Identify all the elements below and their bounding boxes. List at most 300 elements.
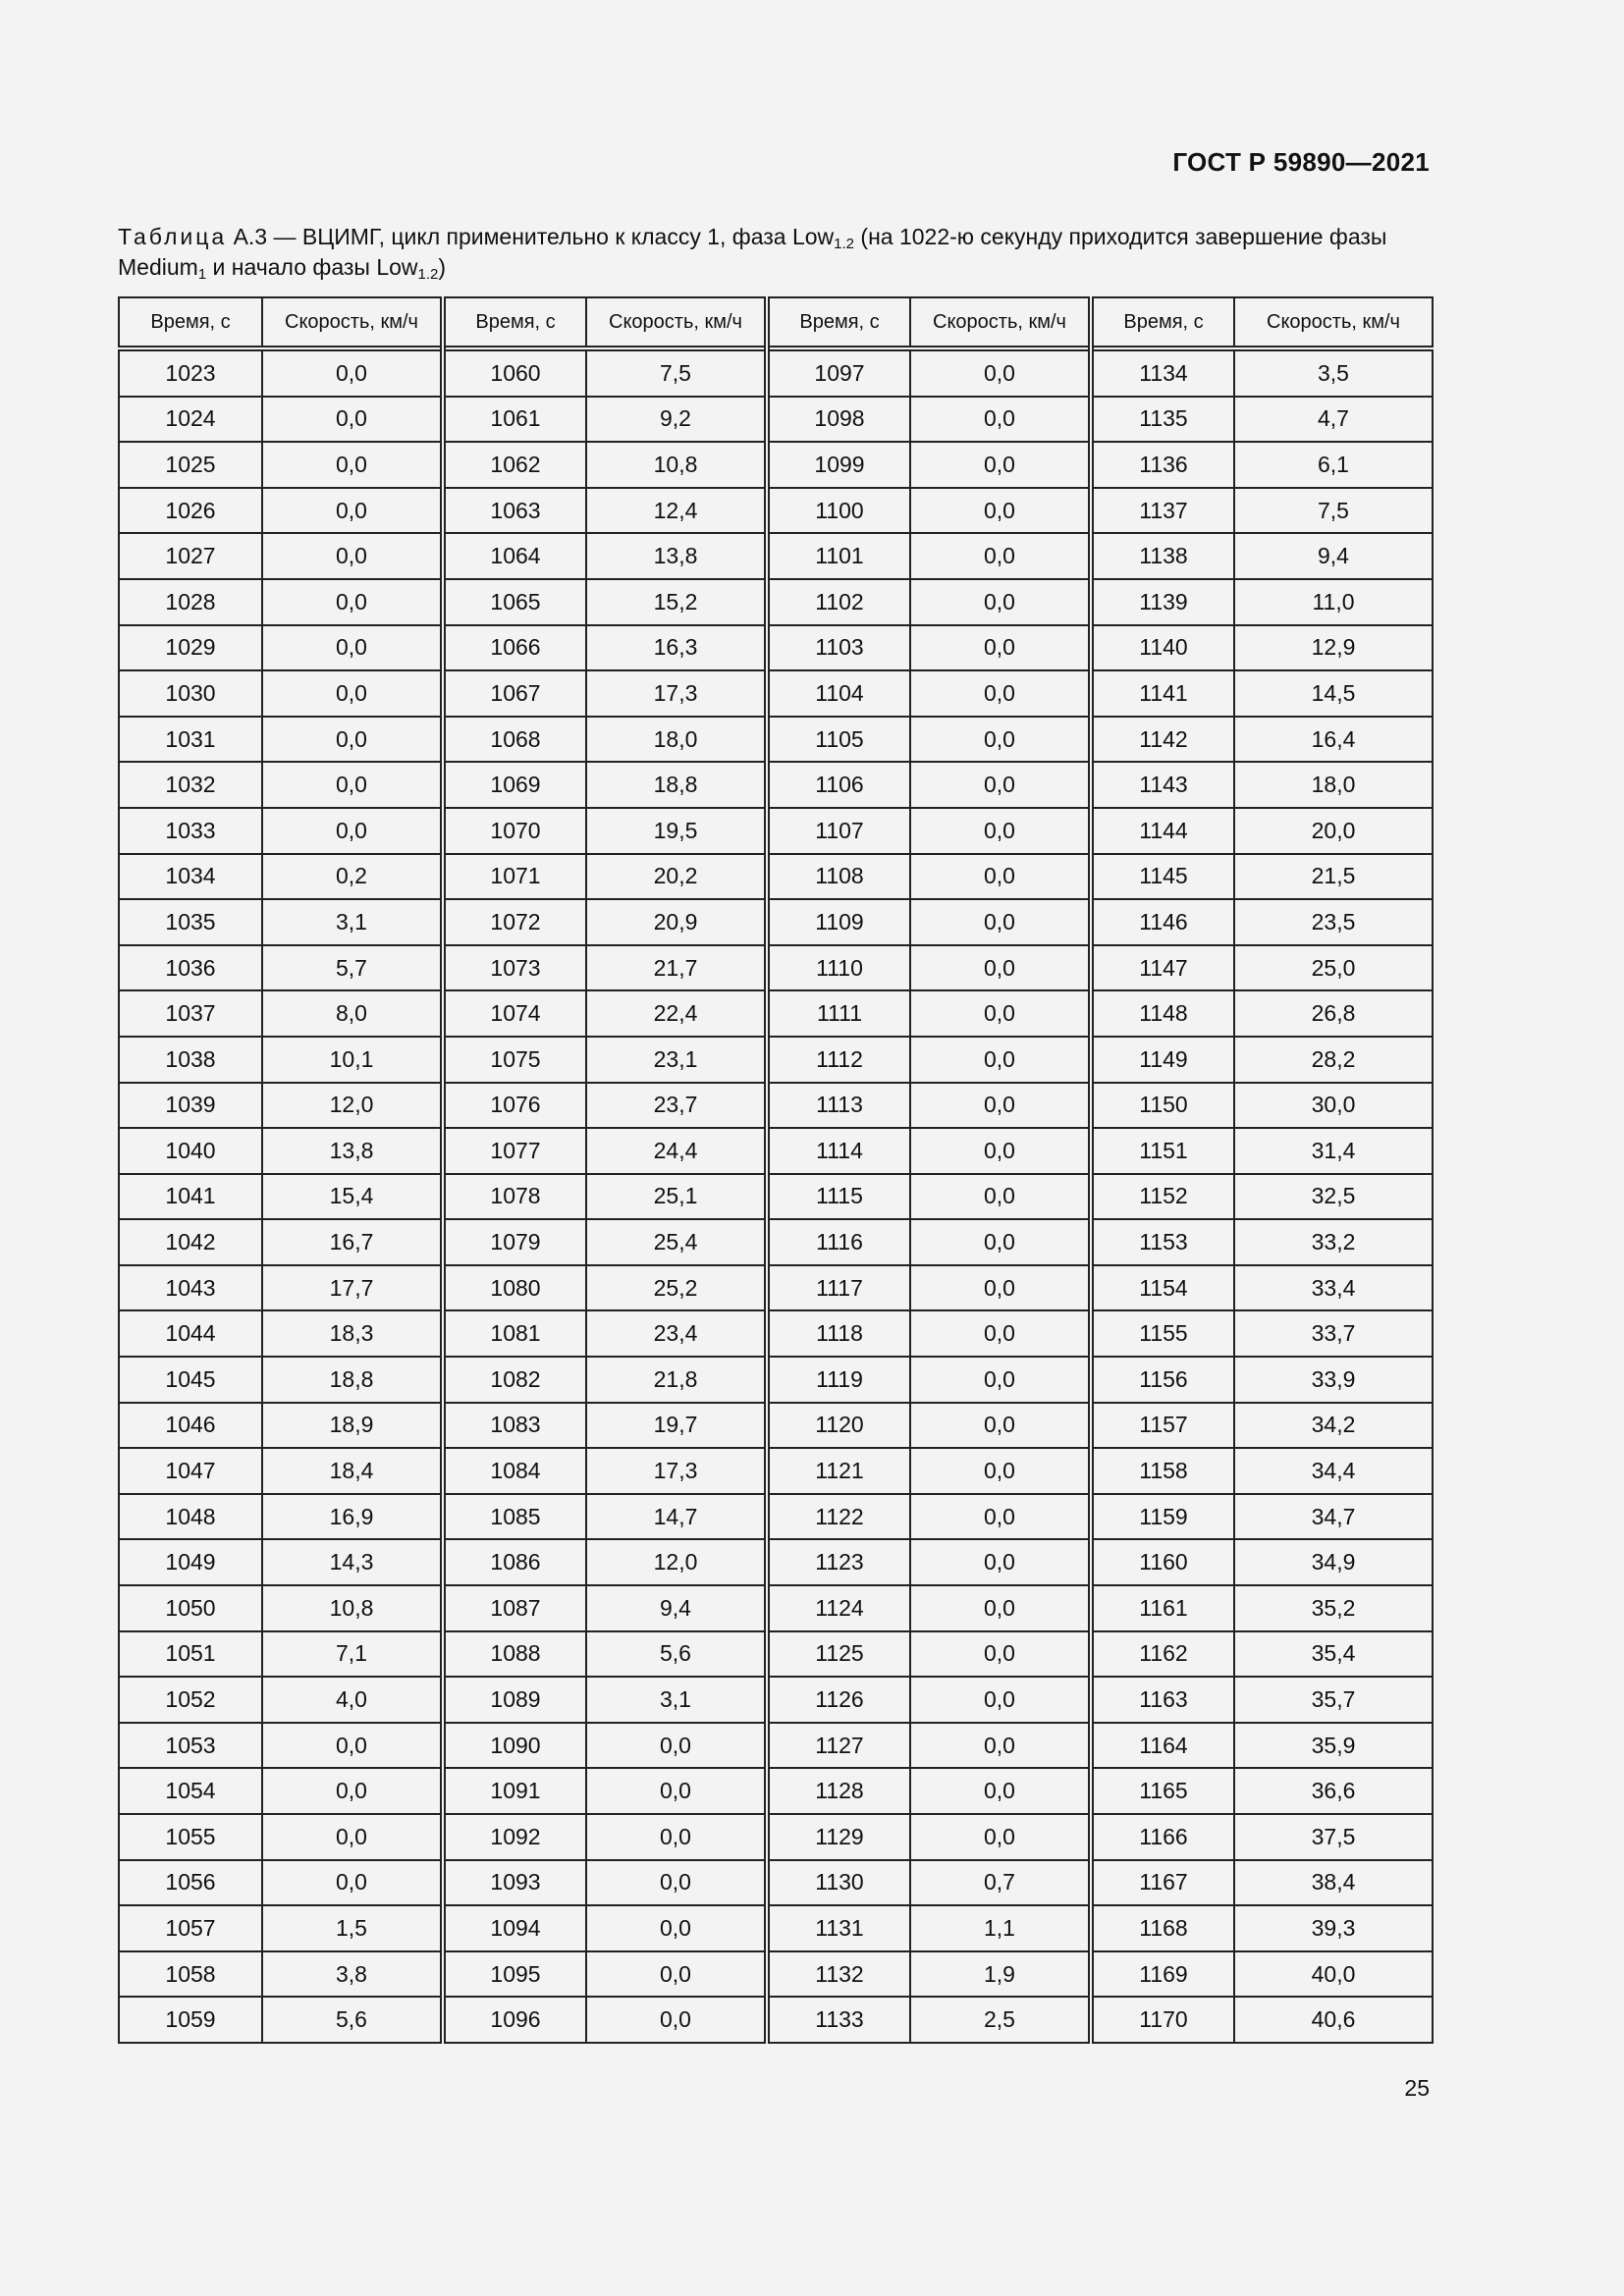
speed-cell: 0,0: [910, 1219, 1091, 1265]
speed-cell: 5,7: [262, 945, 443, 991]
speed-time-table: [118, 296, 1434, 2044]
speed-cell: 0,0: [910, 1310, 1091, 1357]
speed-cell: 22,4: [586, 990, 767, 1037]
table-row: [119, 1997, 1433, 2043]
time-cell: 1124: [767, 1585, 910, 1631]
caption-prefix: Таблица: [118, 224, 228, 249]
speed-cell: 0,0: [910, 1768, 1091, 1814]
speed-cell: 35,4: [1234, 1631, 1433, 1678]
time-cell: 1152: [1091, 1174, 1234, 1220]
caption-subscript-2: 1: [197, 266, 207, 283]
speed-cell: 5,6: [586, 1631, 767, 1678]
time-cell: 1119: [767, 1357, 910, 1403]
time-cell: 1112: [767, 1037, 910, 1083]
table-row: [119, 762, 1433, 808]
speed-cell: 0,7: [910, 1860, 1091, 1906]
time-cell: 1045: [119, 1357, 262, 1403]
time-cell: 1164: [1091, 1723, 1234, 1769]
time-cell: 1167: [1091, 1860, 1234, 1906]
speed-cell: 18,4: [262, 1448, 443, 1494]
speed-cell: 0,0: [910, 533, 1091, 579]
speed-cell: 23,7: [586, 1083, 767, 1129]
table-row: [119, 945, 1433, 991]
speed-cell: 1,5: [262, 1905, 443, 1951]
speed-cell: 0,0: [910, 1083, 1091, 1129]
speed-cell: 0,0: [262, 717, 443, 763]
speed-cell: 3,1: [262, 899, 443, 945]
table-row: [119, 397, 1433, 443]
time-cell: 1081: [443, 1310, 586, 1357]
header-speed: Скорость, км/ч: [910, 297, 1091, 348]
speed-cell: 23,4: [586, 1310, 767, 1357]
time-cell: 1155: [1091, 1310, 1234, 1357]
time-cell: 1169: [1091, 1951, 1234, 1998]
speed-cell: 38,4: [1234, 1860, 1433, 1906]
speed-cell: 18,0: [586, 717, 767, 763]
table-row: [119, 1357, 1433, 1403]
time-cell: 1070: [443, 808, 586, 854]
time-cell: 1068: [443, 717, 586, 763]
speed-cell: 0,0: [910, 808, 1091, 854]
speed-cell: 2,5: [910, 1997, 1091, 2043]
time-cell: 1034: [119, 854, 262, 900]
time-cell: 1102: [767, 579, 910, 625]
table-row: [119, 1905, 1433, 1951]
speed-cell: 16,7: [262, 1219, 443, 1265]
time-cell: 1023: [119, 348, 262, 397]
time-cell: 1033: [119, 808, 262, 854]
speed-cell: 0,0: [910, 854, 1091, 900]
time-cell: 1105: [767, 717, 910, 763]
speed-cell: 21,5: [1234, 854, 1433, 900]
header-speed: Скорость, км/ч: [1234, 297, 1433, 348]
speed-cell: 17,7: [262, 1265, 443, 1311]
speed-cell: 0,0: [262, 1768, 443, 1814]
time-cell: 1044: [119, 1310, 262, 1357]
time-cell: 1139: [1091, 579, 1234, 625]
table-row: [119, 1494, 1433, 1540]
header-time: Время, с: [767, 297, 910, 348]
time-cell: 1092: [443, 1814, 586, 1860]
time-cell: 1041: [119, 1174, 262, 1220]
speed-cell: 20,0: [1234, 808, 1433, 854]
speed-cell: 25,1: [586, 1174, 767, 1220]
speed-cell: 40,6: [1234, 1997, 1433, 2043]
time-cell: 1165: [1091, 1768, 1234, 1814]
table-row: [119, 990, 1433, 1037]
time-cell: 1082: [443, 1357, 586, 1403]
speed-cell: 0,0: [262, 625, 443, 671]
time-cell: 1168: [1091, 1905, 1234, 1951]
time-cell: 1064: [443, 533, 586, 579]
time-cell: 1090: [443, 1723, 586, 1769]
speed-cell: 0,0: [910, 1814, 1091, 1860]
table-row: [119, 1539, 1433, 1585]
speed-cell: 7,1: [262, 1631, 443, 1678]
time-cell: 1161: [1091, 1585, 1234, 1631]
speed-cell: 0,0: [262, 348, 443, 397]
speed-cell: 9,4: [586, 1585, 767, 1631]
table-caption: [118, 222, 1432, 283]
time-cell: 1060: [443, 348, 586, 397]
time-cell: 1057: [119, 1905, 262, 1951]
time-cell: 1056: [119, 1860, 262, 1906]
speed-cell: 17,3: [586, 670, 767, 717]
speed-cell: 0,0: [262, 533, 443, 579]
speed-cell: 0,0: [910, 945, 1091, 991]
time-cell: 1052: [119, 1677, 262, 1723]
time-cell: 1156: [1091, 1357, 1234, 1403]
speed-cell: 32,5: [1234, 1174, 1433, 1220]
time-cell: 1079: [443, 1219, 586, 1265]
speed-cell: 34,9: [1234, 1539, 1433, 1585]
time-cell: 1133: [767, 1997, 910, 2043]
table-row: [119, 717, 1433, 763]
time-cell: 1066: [443, 625, 586, 671]
speed-cell: 26,8: [1234, 990, 1433, 1037]
speed-cell: 0,0: [910, 1037, 1091, 1083]
speed-cell: 0,0: [586, 1997, 767, 2043]
time-cell: 1040: [119, 1128, 262, 1174]
speed-cell: 9,2: [586, 397, 767, 443]
time-cell: 1062: [443, 442, 586, 488]
caption-text-4: ): [438, 254, 447, 280]
time-cell: 1106: [767, 762, 910, 808]
time-cell: 1132: [767, 1951, 910, 1998]
speed-cell: 0,0: [910, 348, 1091, 397]
time-cell: 1115: [767, 1174, 910, 1220]
header-time: Время, с: [443, 297, 586, 348]
header-time: Время, с: [119, 297, 262, 348]
time-cell: 1048: [119, 1494, 262, 1540]
time-cell: 1024: [119, 397, 262, 443]
speed-cell: 3,8: [262, 1951, 443, 1998]
speed-cell: 21,7: [586, 945, 767, 991]
speed-cell: 25,0: [1234, 945, 1433, 991]
time-cell: 1055: [119, 1814, 262, 1860]
speed-cell: 21,8: [586, 1357, 767, 1403]
speed-cell: 14,7: [586, 1494, 767, 1540]
time-cell: 1151: [1091, 1128, 1234, 1174]
time-cell: 1134: [1091, 348, 1234, 397]
speed-cell: 0,0: [262, 1860, 443, 1906]
time-cell: 1097: [767, 348, 910, 397]
table-row: [119, 1631, 1433, 1678]
caption-subscript-3: 1.2: [417, 266, 439, 283]
time-cell: 1154: [1091, 1265, 1234, 1311]
time-cell: 1028: [119, 579, 262, 625]
time-cell: 1096: [443, 1997, 586, 2043]
time-cell: 1073: [443, 945, 586, 991]
time-cell: 1137: [1091, 488, 1234, 534]
time-cell: 1103: [767, 625, 910, 671]
table-row: [119, 1585, 1433, 1631]
time-cell: 1047: [119, 1448, 262, 1494]
speed-cell: 0,0: [910, 1265, 1091, 1311]
speed-cell: 12,4: [586, 488, 767, 534]
header-speed: Скорость, км/ч: [586, 297, 767, 348]
speed-cell: 0,0: [262, 488, 443, 534]
time-cell: 1116: [767, 1219, 910, 1265]
speed-cell: 10,1: [262, 1037, 443, 1083]
speed-cell: 34,7: [1234, 1494, 1433, 1540]
speed-cell: 0,0: [262, 762, 443, 808]
speed-cell: 0,0: [910, 488, 1091, 534]
time-cell: 1125: [767, 1631, 910, 1678]
table-row: [119, 899, 1433, 945]
time-cell: 1145: [1091, 854, 1234, 900]
header-row: [119, 297, 1433, 348]
speed-cell: 18,8: [262, 1357, 443, 1403]
time-cell: 1144: [1091, 808, 1234, 854]
time-cell: 1120: [767, 1403, 910, 1449]
time-cell: 1098: [767, 397, 910, 443]
speed-cell: 0,0: [910, 1448, 1091, 1494]
speed-cell: 3,5: [1234, 348, 1433, 397]
speed-cell: 12,0: [586, 1539, 767, 1585]
time-cell: 1135: [1091, 397, 1234, 443]
table-row: [119, 625, 1433, 671]
time-cell: 1110: [767, 945, 910, 991]
speed-cell: 13,8: [586, 533, 767, 579]
speed-cell: 16,4: [1234, 717, 1433, 763]
table-row: [119, 1403, 1433, 1449]
speed-cell: 0,0: [262, 1814, 443, 1860]
time-cell: 1035: [119, 899, 262, 945]
page-number: 25: [1404, 2075, 1430, 2101]
speed-cell: 0,0: [262, 442, 443, 488]
speed-cell: 33,4: [1234, 1265, 1433, 1311]
speed-cell: 36,6: [1234, 1768, 1433, 1814]
speed-cell: 13,8: [262, 1128, 443, 1174]
speed-cell: 0,0: [910, 442, 1091, 488]
time-cell: 1049: [119, 1539, 262, 1585]
table-row: [119, 1083, 1433, 1129]
speed-cell: 0,0: [910, 670, 1091, 717]
speed-cell: 33,7: [1234, 1310, 1433, 1357]
speed-cell: 0,0: [910, 1585, 1091, 1631]
speed-cell: 1,1: [910, 1905, 1091, 1951]
time-cell: 1095: [443, 1951, 586, 1998]
table-row: [119, 670, 1433, 717]
speed-cell: 0,0: [586, 1723, 767, 1769]
time-cell: 1051: [119, 1631, 262, 1678]
speed-cell: 11,0: [1234, 579, 1433, 625]
speed-cell: 0,0: [910, 990, 1091, 1037]
time-cell: 1072: [443, 899, 586, 945]
time-cell: 1071: [443, 854, 586, 900]
time-cell: 1063: [443, 488, 586, 534]
time-cell: 1104: [767, 670, 910, 717]
speed-cell: 18,3: [262, 1310, 443, 1357]
speed-cell: 14,3: [262, 1539, 443, 1585]
time-cell: 1123: [767, 1539, 910, 1585]
time-cell: 1101: [767, 533, 910, 579]
time-cell: 1054: [119, 1768, 262, 1814]
table-row: [119, 1768, 1433, 1814]
time-cell: 1080: [443, 1265, 586, 1311]
table-row: [119, 1951, 1433, 1998]
speed-cell: 0,0: [910, 1677, 1091, 1723]
time-cell: 1150: [1091, 1083, 1234, 1129]
time-cell: 1039: [119, 1083, 262, 1129]
speed-cell: 5,6: [262, 1997, 443, 2043]
speed-cell: 0,0: [262, 397, 443, 443]
speed-cell: 10,8: [262, 1585, 443, 1631]
time-cell: 1059: [119, 1997, 262, 2043]
time-cell: 1099: [767, 442, 910, 488]
caption-text-2: (на 1022-ю секунду приходится завершение фазы Medium: [118, 224, 1387, 280]
speed-cell: 33,9: [1234, 1357, 1433, 1403]
time-cell: 1088: [443, 1631, 586, 1678]
time-cell: 1126: [767, 1677, 910, 1723]
speed-cell: 34,4: [1234, 1448, 1433, 1494]
speed-cell: 0,0: [910, 1403, 1091, 1449]
time-cell: 1050: [119, 1585, 262, 1631]
speed-cell: 18,0: [1234, 762, 1433, 808]
time-cell: 1170: [1091, 1997, 1234, 2043]
speed-cell: 12,9: [1234, 625, 1433, 671]
speed-cell: 0,0: [910, 1174, 1091, 1220]
time-cell: 1114: [767, 1128, 910, 1174]
table-row: [119, 488, 1433, 534]
table-row: [119, 579, 1433, 625]
speed-cell: 0,0: [910, 1539, 1091, 1585]
speed-cell: 8,0: [262, 990, 443, 1037]
speed-cell: 0,0: [262, 1723, 443, 1769]
time-cell: 1131: [767, 1905, 910, 1951]
time-cell: 1075: [443, 1037, 586, 1083]
time-cell: 1083: [443, 1403, 586, 1449]
time-cell: 1160: [1091, 1539, 1234, 1585]
speed-cell: 1,9: [910, 1951, 1091, 1998]
time-cell: 1158: [1091, 1448, 1234, 1494]
speed-cell: 33,2: [1234, 1219, 1433, 1265]
time-cell: 1085: [443, 1494, 586, 1540]
time-cell: 1061: [443, 397, 586, 443]
table-row: [119, 1814, 1433, 1860]
time-cell: 1042: [119, 1219, 262, 1265]
time-cell: 1058: [119, 1951, 262, 1998]
speed-cell: 20,9: [586, 899, 767, 945]
time-cell: 1107: [767, 808, 910, 854]
speed-cell: 0,0: [910, 762, 1091, 808]
header-speed: Скорость, км/ч: [262, 297, 443, 348]
speed-cell: 0,0: [910, 625, 1091, 671]
time-cell: 1031: [119, 717, 262, 763]
speed-cell: 34,2: [1234, 1403, 1433, 1449]
speed-cell: 4,0: [262, 1677, 443, 1723]
speed-cell: 25,4: [586, 1219, 767, 1265]
speed-cell: 0,0: [910, 579, 1091, 625]
speed-cell: 23,5: [1234, 899, 1433, 945]
speed-cell: 0,0: [910, 1357, 1091, 1403]
speed-cell: 19,7: [586, 1403, 767, 1449]
speed-cell: 10,8: [586, 442, 767, 488]
speed-cell: 35,7: [1234, 1677, 1433, 1723]
time-cell: 1138: [1091, 533, 1234, 579]
time-cell: 1026: [119, 488, 262, 534]
time-cell: 1084: [443, 1448, 586, 1494]
speed-cell: 0,0: [586, 1768, 767, 1814]
speed-cell: 0,0: [586, 1905, 767, 1951]
speed-cell: 0,0: [910, 1128, 1091, 1174]
time-cell: 1046: [119, 1403, 262, 1449]
speed-cell: 9,4: [1234, 533, 1433, 579]
time-cell: 1147: [1091, 945, 1234, 991]
time-cell: 1094: [443, 1905, 586, 1951]
time-cell: 1037: [119, 990, 262, 1037]
table-body: [119, 348, 1433, 2043]
time-cell: 1157: [1091, 1403, 1234, 1449]
table-row: [119, 1448, 1433, 1494]
time-cell: 1076: [443, 1083, 586, 1129]
time-cell: 1038: [119, 1037, 262, 1083]
speed-cell: 0,0: [910, 899, 1091, 945]
time-cell: 1032: [119, 762, 262, 808]
time-cell: 1029: [119, 625, 262, 671]
time-cell: 1036: [119, 945, 262, 991]
standard-code: ГОСТ Р 59890—2021: [1172, 147, 1430, 177]
speed-cell: 28,2: [1234, 1037, 1433, 1083]
time-cell: 1159: [1091, 1494, 1234, 1540]
table-row: [119, 442, 1433, 488]
speed-cell: 19,5: [586, 808, 767, 854]
time-cell: 1093: [443, 1860, 586, 1906]
time-cell: 1127: [767, 1723, 910, 1769]
speed-cell: 39,3: [1234, 1905, 1433, 1951]
speed-cell: 7,5: [586, 348, 767, 397]
time-cell: 1043: [119, 1265, 262, 1311]
time-cell: 1143: [1091, 762, 1234, 808]
time-cell: 1065: [443, 579, 586, 625]
speed-cell: 0,0: [910, 717, 1091, 763]
table-row: [119, 808, 1433, 854]
time-cell: 1136: [1091, 442, 1234, 488]
time-cell: 1118: [767, 1310, 910, 1357]
speed-cell: 24,4: [586, 1128, 767, 1174]
caption-text-3: и начало фазы Low: [206, 254, 418, 280]
time-cell: 1027: [119, 533, 262, 579]
time-cell: 1117: [767, 1265, 910, 1311]
time-cell: 1128: [767, 1768, 910, 1814]
table-row: [119, 1219, 1433, 1265]
time-cell: 1025: [119, 442, 262, 488]
time-cell: 1100: [767, 488, 910, 534]
speed-cell: 7,5: [1234, 488, 1433, 534]
time-cell: 1142: [1091, 717, 1234, 763]
time-cell: 1166: [1091, 1814, 1234, 1860]
table-row: [119, 1174, 1433, 1220]
speed-cell: 18,9: [262, 1403, 443, 1449]
time-cell: 1129: [767, 1814, 910, 1860]
time-cell: 1146: [1091, 899, 1234, 945]
time-cell: 1053: [119, 1723, 262, 1769]
time-cell: 1149: [1091, 1037, 1234, 1083]
speed-cell: 20,2: [586, 854, 767, 900]
time-cell: 1086: [443, 1539, 586, 1585]
speed-cell: 40,0: [1234, 1951, 1433, 1998]
table-row: [119, 533, 1433, 579]
time-cell: 1108: [767, 854, 910, 900]
speed-cell: 0,0: [586, 1814, 767, 1860]
time-cell: 1148: [1091, 990, 1234, 1037]
speed-cell: 0,0: [586, 1860, 767, 1906]
time-cell: 1113: [767, 1083, 910, 1129]
speed-cell: 12,0: [262, 1083, 443, 1129]
caption-text-1: А.3 — ВЦИМГ, цикл применительно к классу 1, фаза Low: [227, 224, 835, 249]
speed-cell: 15,2: [586, 579, 767, 625]
